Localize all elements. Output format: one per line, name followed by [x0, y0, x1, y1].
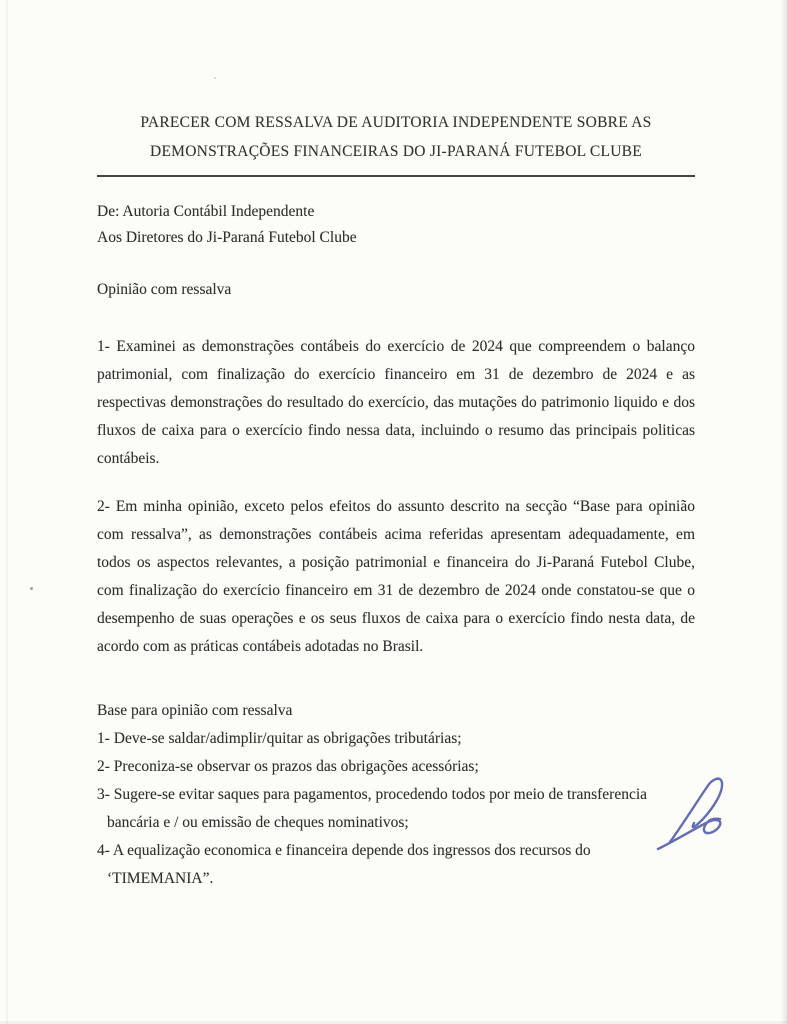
- scan-edge-left: [6, 0, 8, 1024]
- from-line: De: Autoria Contábil Independente: [97, 203, 315, 220]
- scan-speck: [30, 587, 33, 590]
- paragraph-line: acordo com as práticas contábeis adotadas no Brasil.: [97, 638, 424, 655]
- title-line-1: PARECER COM RESSALVA DE AUDITORIA INDEPENDENTE SOBRE AS: [140, 114, 652, 131]
- paragraph-line: desempenho de suas operações e os seus fluxos de caixa para o exercício findo nesta data, de: [97, 610, 695, 627]
- paragraph-line: com finalização do exercício financeiro em 31 de dezembro de 2024 onde constatou-se que o: [97, 582, 695, 599]
- scan-edge-right: [781, 0, 787, 1024]
- basis-item-4: 4- A equalização economica e financeira depende dos ingressos dos recursos do: [97, 842, 591, 859]
- paragraph-line: 2- Em minha opinião, exceto pelos efeitos do assunto descrito na secção “Base para opinião: [97, 498, 695, 515]
- paragraph-line: contábeis.: [97, 450, 160, 467]
- basis-section-heading: Base para opinião com ressalva: [97, 702, 293, 719]
- title-underline-rule: [97, 175, 695, 177]
- document-content: [97, 0, 695, 893]
- paragraph-line: 1- Examinei as demonstrações contábeis do exercício de 2024 que compreendem o balanço: [97, 338, 695, 355]
- basis-item-1: 1- Deve-se saldar/adimplir/quitar as obrigações tributárias;: [97, 730, 462, 747]
- paragraph-line: todos os aspectos relevantes, a posição patrimonial e financeira do Ji-Paraná Futebol Clube,: [97, 554, 695, 571]
- basis-section: [97, 697, 695, 893]
- paragraph-2: [97, 493, 695, 661]
- handwritten-signature-ink: [653, 762, 751, 858]
- opinion-section-heading: Opinião com ressalva: [97, 281, 232, 298]
- paragraph-line: com ressalva”, as demonstrações contábeis acima referidas apresentam adequadamente, em: [97, 526, 695, 543]
- basis-item-2: 2- Preconiza-se observar os prazos das obrigações acessórias;: [97, 758, 479, 775]
- paragraph-line: patrimonial, com finalização do exercício financeiro em 31 de dezembro de 2024 e as: [97, 366, 695, 383]
- basis-item-3: 3- Sugere-se evitar saques para pagamentos, procedendo todos por meio de transferencia: [97, 786, 648, 803]
- title-line-2: DEMONSTRAÇÕES FINANCEIRAS DO JI-PARANÁ FUTEBOL CLUBE: [150, 143, 642, 160]
- paragraph-line: respectivas demonstrações do resultado do exercício, das mutações do patrimonio liquido e dos: [97, 394, 695, 411]
- basis-item-4-continuation: ‘TIMEMANIA”.: [107, 870, 214, 887]
- address-block: [97, 199, 695, 251]
- paragraph-1: [97, 333, 695, 473]
- basis-item-3-continuation: bancária e / ou emissão de cheques nominativos;: [107, 814, 409, 831]
- to-line: Aos Diretores do Ji-Paraná Futebol Clube: [97, 229, 357, 246]
- document-title: [97, 0, 695, 166]
- paragraph-line: fluxos de caixa para o exercício findo nessa data, incluindo o resumo das principais politicas: [97, 422, 695, 439]
